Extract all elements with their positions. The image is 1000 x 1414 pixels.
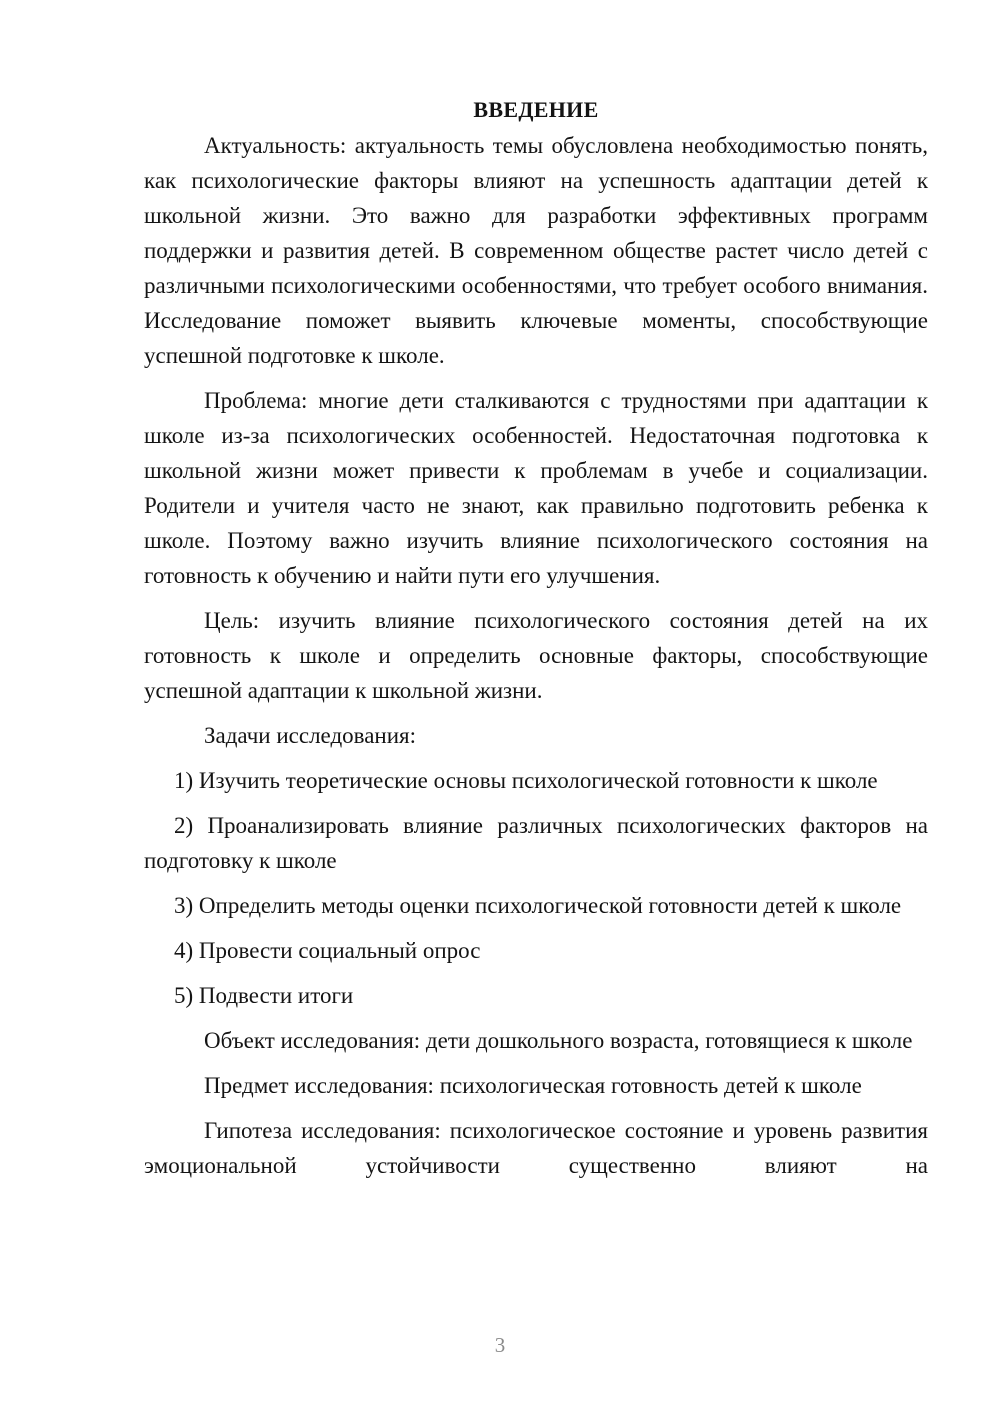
paragraph-hypothesis: Гипотеза исследования: психологическое состояние и уровень развития эмоциональной устойчивости существенно влияют на	[144, 1118, 928, 1178]
task-item: 4) Провести социальный опрос	[174, 938, 481, 963]
task-item: 5) Подвести итоги	[174, 983, 354, 1008]
task-item: 3) Определить методы оценки психологической готовности детей к школе	[174, 893, 902, 918]
task-item: 1) Изучить теоретические основы психологической готовности к школе	[174, 768, 878, 793]
paragraph-problem: Проблема: многие дети сталкиваются с трудностями при адаптации к школе из-за психологических особенностей. Недостаточная подготовка к школьной жизни может привести к проблемам в учебе и социализации. Родители и учителя часто не знают, как правильно подготовить ребенка к школе. Поэтому важно изучить влияние психологического состояния на готовность к обучению и найти пути его улучшения.	[144, 388, 928, 588]
paragraph-subject: Предмет исследования: психологическая готовность детей к школе	[204, 1073, 862, 1098]
tasks-heading: Задачи исследования:	[204, 723, 417, 748]
page-content	[144, 92, 928, 1183]
page-number: 3	[494, 1333, 506, 1357]
page-title: ВВЕДЕНИЕ	[473, 97, 599, 122]
paragraph-goal: Цель: изучить влияние психологического состояния детей на их готовность к школе и определить основные факторы, способствующие успешной адаптации к школьной жизни.	[144, 608, 928, 703]
paragraph-relevance: Актуальность: актуальность темы обусловлена необходимостью понять, как психологические факторы влияют на успешность адаптации детей к школьной жизни. Это важно для разработки эффективных программ поддержки и развития детей. В современном обществе растет число детей с различными психологическими особенностями, что требует особого внимания. Исследование поможет выявить ключевые моменты, способствующие успешной подготовке к школе.	[144, 133, 928, 368]
task-item: 2) Проанализировать влияние различных психологических факторов на подготовку к школе	[144, 813, 928, 873]
paragraph-object: Объект исследования: дети дошкольного возраста, готовящиеся к школе	[204, 1028, 913, 1053]
